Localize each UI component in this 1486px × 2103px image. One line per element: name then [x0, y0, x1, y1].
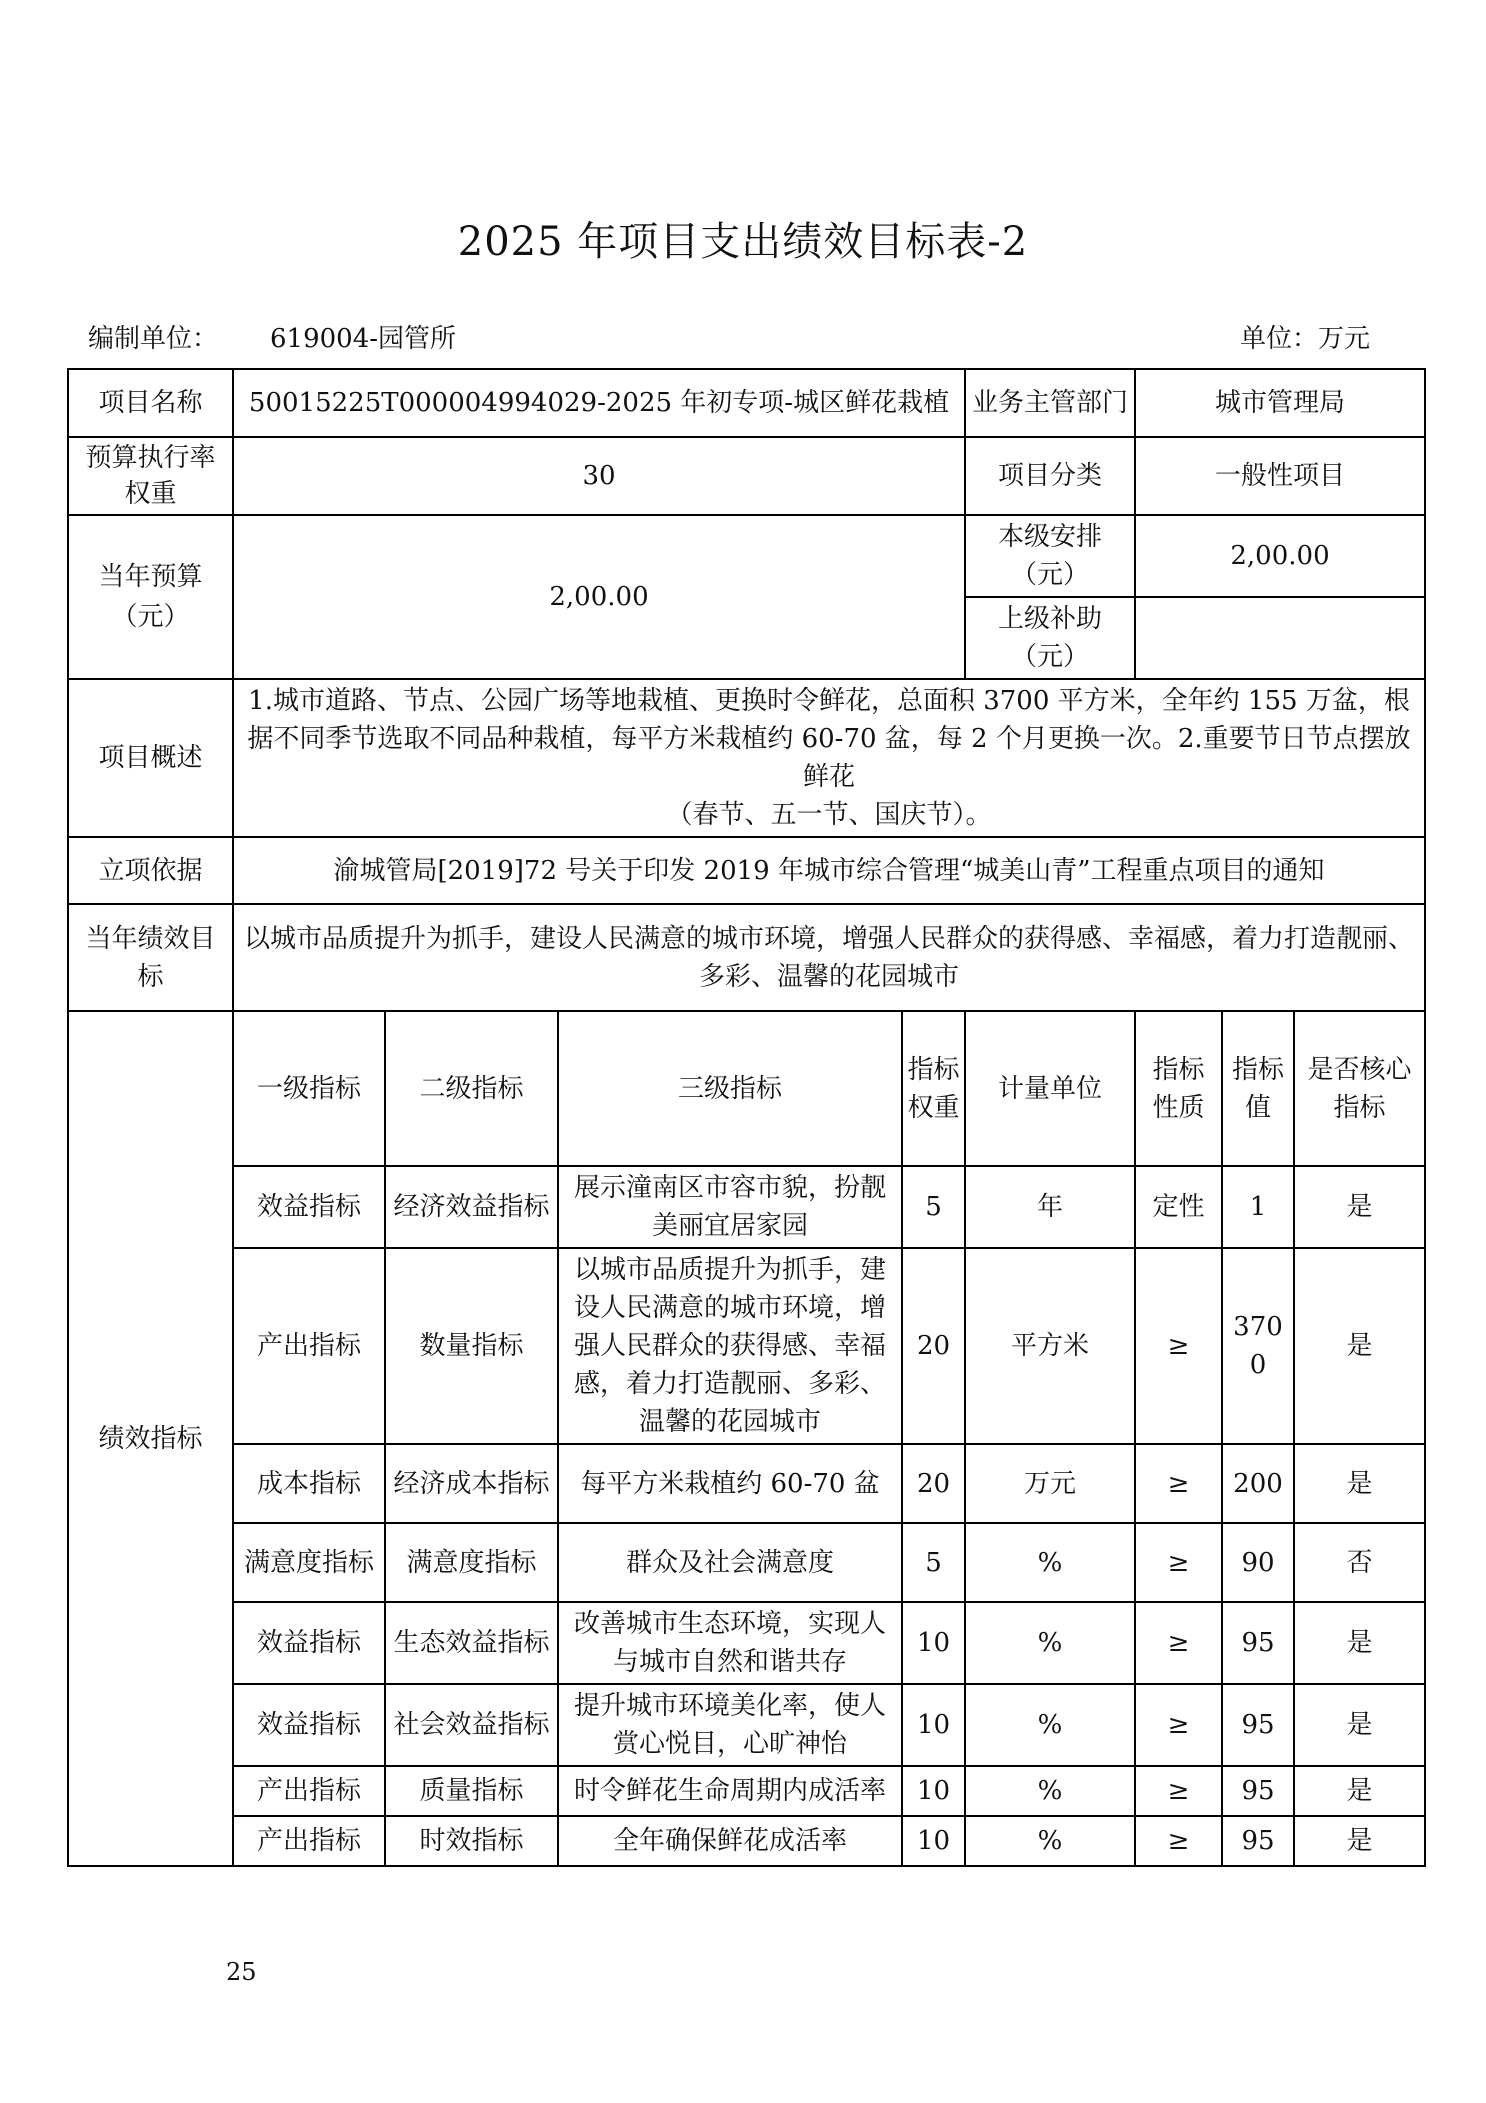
- cell-core: 是: [1294, 1816, 1425, 1866]
- cell-nature: ≥: [1135, 1766, 1222, 1816]
- upper-subsidy-label: 上级补助（元）: [965, 597, 1135, 679]
- header-core: 是否核心指标: [1294, 1011, 1425, 1166]
- cell-level3: 提升城市环境美化率，使人赏心悦目，心旷神怡: [558, 1684, 902, 1766]
- page-number: 25: [226, 1958, 257, 1986]
- local-budget-value: 2,00.00: [1135, 515, 1425, 597]
- budget-label: 当年预算（元）: [68, 515, 233, 679]
- budget-value: 2,00.00: [233, 515, 965, 679]
- cell-level1: 效益指标: [233, 1602, 385, 1684]
- cell-weight: 10: [902, 1766, 965, 1816]
- header-weight: 指标权重: [902, 1011, 965, 1166]
- org-label: 编制单位：: [88, 324, 219, 354]
- cell-level2: 满意度指标: [385, 1523, 558, 1602]
- project-name-value: 50015225T000004994029-2025 年初专项-城区鲜花栽植: [233, 369, 965, 437]
- header-nature: 指标性质: [1135, 1011, 1222, 1166]
- cell-value: 95: [1222, 1602, 1294, 1684]
- cell-level1: 成本指标: [233, 1444, 385, 1523]
- cell-level2: 经济成本指标: [385, 1444, 558, 1523]
- goal-row: [68, 904, 1425, 1011]
- cell-level1: 产出指标: [233, 1766, 385, 1816]
- cell-level3: 时令鲜花生命周期内成活率: [558, 1766, 902, 1816]
- table-row: [68, 1766, 1425, 1816]
- cell-unit: %: [965, 1766, 1135, 1816]
- cell-nature: ≥: [1135, 1816, 1222, 1866]
- dept-label: 业务主管部门: [965, 369, 1135, 437]
- table-row: [68, 1523, 1425, 1602]
- header-level1: 一级指标: [233, 1011, 385, 1166]
- cell-level2: 生态效益指标: [385, 1602, 558, 1684]
- cell-value: 95: [1222, 1766, 1294, 1816]
- header-level2: 二级指标: [385, 1011, 558, 1166]
- upper-subsidy-value: [1135, 597, 1425, 679]
- cell-level2: 质量指标: [385, 1766, 558, 1816]
- dept-value: 城市管理局: [1135, 369, 1425, 437]
- budget-row: [68, 515, 1425, 597]
- cell-weight: 10: [902, 1816, 965, 1866]
- overview-label: 项目概述: [68, 679, 233, 837]
- cell-level2: 数量指标: [385, 1248, 558, 1444]
- header-level3: 三级指标: [558, 1011, 902, 1166]
- cell-unit: %: [965, 1523, 1135, 1602]
- goal-label: 当年绩效目标: [68, 904, 233, 1011]
- header-value: 指标值: [1222, 1011, 1294, 1166]
- cell-value: 3700: [1222, 1248, 1294, 1444]
- cell-unit: %: [965, 1602, 1135, 1684]
- cell-level1: 效益指标: [233, 1684, 385, 1766]
- cell-nature: ≥: [1135, 1523, 1222, 1602]
- cell-nature: ≥: [1135, 1684, 1222, 1766]
- cell-weight: 10: [902, 1602, 965, 1684]
- cell-level2: 社会效益指标: [385, 1684, 558, 1766]
- category-label: 项目分类: [965, 437, 1135, 515]
- cell-core: 是: [1294, 1766, 1425, 1816]
- overview-row: [68, 679, 1425, 837]
- cell-level2: 时效指标: [385, 1816, 558, 1866]
- cell-core: 是: [1294, 1602, 1425, 1684]
- goal-value: 以城市品质提升为抓手，建设人民满意的城市环境，增强人民群众的获得感、幸福感，着力打造靓丽、多彩、温馨的花园城市: [233, 904, 1425, 1011]
- overview-value: [233, 679, 1425, 837]
- cell-level1: 效益指标: [233, 1166, 385, 1248]
- cell-level1: 产出指标: [233, 1248, 385, 1444]
- table-row: [68, 1684, 1425, 1766]
- cell-nature: ≥: [1135, 1444, 1222, 1523]
- cell-core: 是: [1294, 1444, 1425, 1523]
- table-row: [68, 1444, 1425, 1523]
- basis-row: [68, 837, 1425, 904]
- cell-value: 90: [1222, 1523, 1294, 1602]
- cell-level3: 改善城市生态环境，实现人与城市自然和谐共存: [558, 1602, 902, 1684]
- table-row: [68, 1816, 1425, 1866]
- category-value: 一般性项目: [1135, 437, 1425, 515]
- cell-weight: 10: [902, 1684, 965, 1766]
- cell-level3: 群众及社会满意度: [558, 1523, 902, 1602]
- cell-weight: 5: [902, 1523, 965, 1602]
- cell-unit: 平方米: [965, 1248, 1135, 1444]
- cell-level2: 经济效益指标: [385, 1166, 558, 1248]
- cell-unit: 万元: [965, 1444, 1135, 1523]
- weight-row: [68, 437, 1425, 515]
- cell-unit: 年: [965, 1166, 1135, 1248]
- cell-value: 200: [1222, 1444, 1294, 1523]
- project-name-row: [68, 369, 1425, 437]
- basis-value: 渝城管局[2019]72 号关于印发 2019 年城市综合管理“城美山青”工程重点项目的通知: [233, 837, 1425, 904]
- weight-label: 预算执行率权重: [68, 437, 233, 515]
- table-row: [68, 1248, 1425, 1444]
- table-row: [68, 1602, 1425, 1684]
- cell-value: 95: [1222, 1684, 1294, 1766]
- cell-core: 是: [1294, 1166, 1425, 1248]
- cell-value: 95: [1222, 1816, 1294, 1866]
- local-budget-label: 本级安排（元）: [965, 515, 1135, 597]
- cell-level3: 以城市品质提升为抓手，建设人民满意的城市环境，增强人民群众的获得感、幸福感，着力打造靓丽、多彩、温馨的花园城市: [558, 1248, 902, 1444]
- indicator-section-label: 绩效指标: [68, 1011, 233, 1866]
- cell-level1: 产出指标: [233, 1816, 385, 1866]
- cell-core: 是: [1294, 1684, 1425, 1766]
- page-title: 2025 年项目支出绩效目标表-2: [457, 219, 1029, 265]
- cell-nature: 定性: [1135, 1166, 1222, 1248]
- cell-weight: 20: [902, 1444, 965, 1523]
- table-row: [68, 1166, 1425, 1248]
- cell-nature: ≥: [1135, 1248, 1222, 1444]
- basis-label: 立项依据: [68, 837, 233, 904]
- cell-nature: ≥: [1135, 1602, 1222, 1684]
- cell-level3: 每平方米栽植约 60-70 盆: [558, 1444, 902, 1523]
- weight-value: 30: [233, 437, 965, 515]
- cell-core: 是: [1294, 1248, 1425, 1444]
- cell-unit: %: [965, 1684, 1135, 1766]
- cell-level3: 全年确保鲜花成活率: [558, 1816, 902, 1866]
- cell-level3: 展示潼南区市容市貌，扮靓美丽宜居家园: [558, 1166, 902, 1248]
- project-name-label: 项目名称: [68, 369, 233, 437]
- cell-weight: 20: [902, 1248, 965, 1444]
- cell-unit: %: [965, 1816, 1135, 1866]
- header-unit: 计量单位: [965, 1011, 1135, 1166]
- cell-core: 否: [1294, 1523, 1425, 1602]
- overview-text-1: 1.城市道路、节点、公园广场等地栽植、更换时令鲜花，总面积 3700 平方米，全年约 155 万盆，根据不同季节选取不同品种栽植，每平方米栽植约 60-70 盆，每 2 个月更换一次。2.重要节日节点摆放鲜花: [247, 686, 1411, 792]
- indicator-header-row: [68, 1011, 1425, 1166]
- cell-value: 1: [1222, 1166, 1294, 1248]
- overview-text-2: （春节、五一节、国庆节）。: [666, 800, 992, 830]
- performance-table: [67, 368, 1426, 1867]
- org-line: [88, 318, 456, 355]
- cell-level1: 满意度指标: [233, 1523, 385, 1602]
- unit-label: 单位：万元: [1239, 324, 1370, 354]
- cell-weight: 5: [902, 1166, 965, 1248]
- org-value: 619004-园管所: [270, 324, 457, 354]
